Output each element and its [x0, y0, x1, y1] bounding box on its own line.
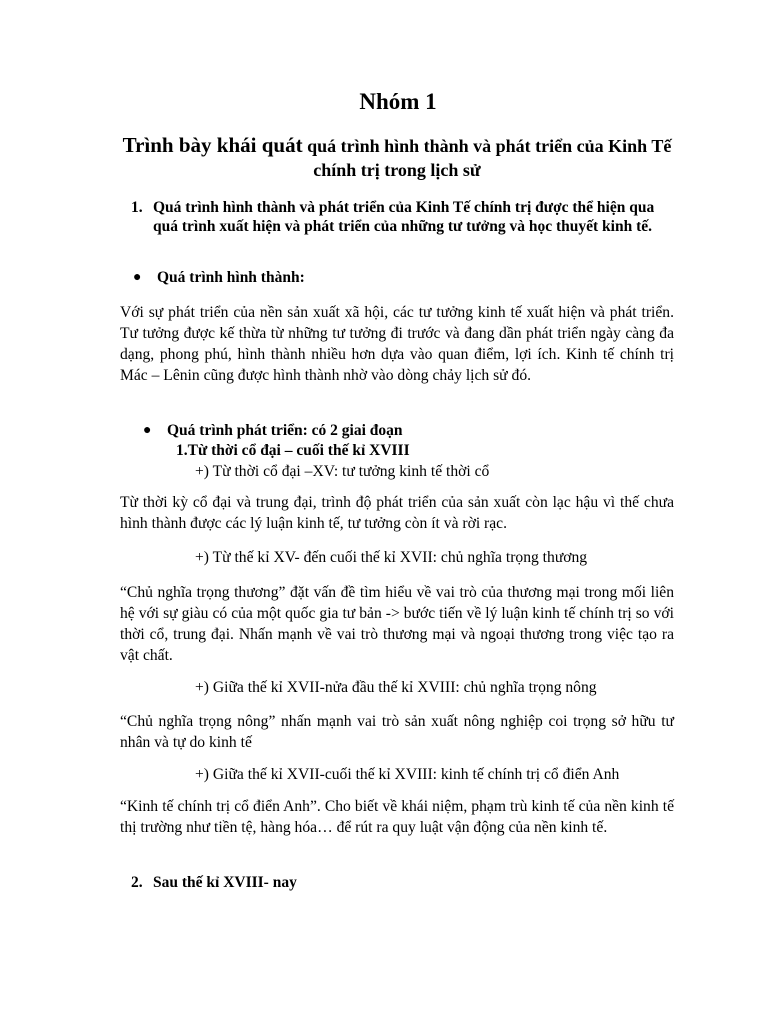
stage-1-heading: 1.Từ thời cổ đại – cuối thế kỉ XVIII	[176, 442, 410, 459]
bullet-text: Quá trình hình thành:	[157, 269, 305, 286]
bullet-icon: ●	[133, 270, 142, 285]
paragraph-ancient: Từ thời kỳ cổ đại và trung đại, trình độ phát triển của sản xuất còn lạc hậu vì thế chưa hình thành được các lý luận kinh tế, tư tưởng còn ít và rời rạc.	[120, 494, 674, 532]
document-title: Nhóm 1	[359, 89, 437, 114]
paragraph-formation: Với sự phát triển của nền sản xuất xã hội, các tư tưởng kinh tế xuất hiện và phát triển. Tư tưởng được kế thừa từ những tư tưởng đi trước và đang dần phát triển ngày càng đa dạng, phong phú, hình thành nhiều hơn dựa vào quan điểm, lợi ích. Kinh tế chính trị Mác – Lênin cũng được hình thành nhờ vào dòng chảy lịch sử đó.	[120, 304, 674, 384]
paragraph-classical: “Kinh tế chính trị cổ điển Anh”. Cho biết về khái niệm, phạm trù kinh tế của nền kinh tế thị trường như tiền tệ, hàng hóa… để rút ra quy luật vận động của nền kinh tế.	[120, 798, 674, 836]
item-text: Sau thế kỉ XVIII- nay	[153, 874, 297, 891]
bullet-text: Quá trình phát triển: có 2 giai đoạn	[167, 422, 403, 439]
sub-item-mercantilism: +) Từ thế kỉ XV- đến cuối thế kỉ XVII: chủ nghĩa trọng thương	[195, 549, 588, 566]
numbered-item-1	[131, 198, 671, 236]
bullet-formation	[133, 268, 433, 287]
sub-item-physiocracy: +) Giữa thế kỉ XVII-nửa đầu thế kỉ XVIII: chủ nghĩa trọng nông	[195, 679, 597, 696]
item-text: Quá trình hình thành và phát triển của Kinh Tế chính trị được thể hiện qua quá trình xuất hiện và phát triển của những tư tưởng và học thuyết kinh tế.	[153, 199, 655, 235]
bullet-icon: ●	[143, 423, 152, 438]
paragraph-mercantilism: “Chủ nghĩa trọng thương” đặt vấn đề tìm hiểu về vai trò của thương mại trong mối liên hệ với sự giàu có của một quốc gia tư bản -> bước tiến về lý luận kinh tế chính trị so với thời cổ, trung đại. Nhấn mạnh về vai trò thương mại và ngoại thương trong việc tạo ra vật chất.	[120, 584, 674, 664]
document-heading	[110, 133, 684, 182]
item-number: 2.	[131, 874, 143, 891]
bullet-development	[143, 421, 543, 440]
numbered-item-2	[131, 873, 531, 892]
heading-lead: Trình bày khái quát	[122, 133, 303, 157]
item-number: 1.	[131, 199, 143, 216]
sub-item-ancient: +) Từ thời cổ đại –XV: tư tưởng kinh tế thời cổ	[195, 463, 490, 480]
paragraph-physiocracy: “Chủ nghĩa trọng nông” nhấn mạnh vai trò sản xuất nông nghiệp coi trọng sở hữu tư nhân và tự do kinh tế	[120, 713, 674, 751]
heading-rest: quá trình hình thành và phát triển của Kinh Tế chính trị trong lịch sử	[302, 136, 672, 180]
sub-item-classical: +) Giữa thế kỉ XVII-cuối thế kỉ XVIII: kinh tế chính trị cổ điển Anh	[195, 766, 620, 783]
